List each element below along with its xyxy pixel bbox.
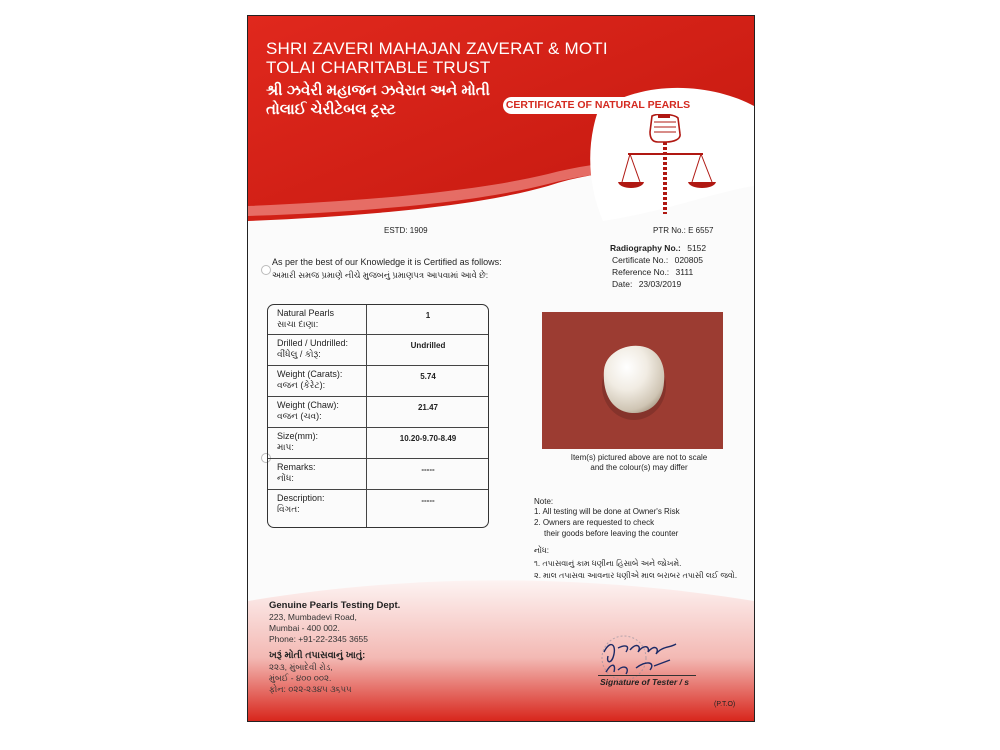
note-line-2: 2. Owners are requested to check (534, 518, 655, 527)
intro-statement-gujarati: અમારી સમજ પ્રમાણે નીચે મુજબનું પ્રમાણપત્ર આપવામાં આવે છે: (272, 270, 489, 280)
radiography-number: Radiography No.: 5152 (610, 243, 707, 253)
table-row (268, 396, 488, 428)
row-value: 1 (425, 311, 431, 320)
dept-name-gujarati: ખરૂં મોતી તપાસવાનું ખાતું: (269, 650, 366, 661)
row-label-gujarati: સાચા દાણા: (277, 319, 319, 329)
trust-name-line-1: SHRI ZAVERI MAHAJAN ZAVERAT & MOTI (266, 39, 608, 58)
row-value: 10.20-9.70-8.49 (399, 434, 457, 443)
certificate-title-banner: CERTIFICATE OF NATURAL PEARLS (503, 97, 693, 114)
punch-hole (261, 265, 271, 275)
certificate-date: Date: 23/03/2019 (612, 279, 682, 289)
note-title-gujarati: નોંધ: (534, 546, 549, 555)
dept-name: Genuine Pearls Testing Dept. (269, 600, 401, 611)
row-label-gujarati: માપ: (277, 442, 294, 452)
table-row (268, 489, 488, 527)
certificate-document (247, 15, 755, 722)
row-label: Weight (Chaw): (277, 400, 339, 410)
row-value: 5.74 (420, 372, 436, 381)
ptr-number: PTR No.: E 6557 (653, 226, 714, 235)
row-label: Size(mm): (277, 431, 318, 441)
note-line-3: their goods before leaving the counter (544, 529, 679, 538)
note-line-2-gujarati: ૨. માલ તપાસવા આવનાર ધણીએ માલ બરાબર તપાસી લઈ જવો. (534, 571, 738, 580)
photo-caption-line-1: Item(s) pictured above are not to scale (570, 453, 708, 462)
address-line-2: Mumbai - 400 002. (269, 623, 340, 633)
pearl-details-table (267, 304, 489, 528)
row-value: ----- (421, 465, 435, 474)
row-label-gujarati: વીંધેલુ / કોરૂ: (277, 349, 321, 359)
address-line-2-gujarati: મુંબઈ - ૪૦૦ ૦૦૨. (269, 673, 332, 683)
intro-statement: As per the best of our Knowledge it is Certified as follows: (272, 257, 502, 267)
reference-number: Reference No.: 3111 (612, 267, 694, 277)
row-label-gujarati: વજન (ચવ): (277, 411, 322, 421)
photo-caption-line-2: and the colour(s) may differ (590, 463, 688, 472)
trust-name-gujarati-line-2: તોલાઈ ચેરીટેબલ ટ્રસ્ટ (266, 101, 396, 118)
note-line-1-gujarati: ૧. તપાસવાનું કામ ધણીના હિસાબે અને જોખમે. (534, 559, 682, 568)
row-label-gujarati: વજન (કેરેટ): (277, 380, 326, 390)
pearl-photo (542, 312, 723, 449)
row-label: Weight (Carats): (277, 369, 343, 379)
phone-number: Phone: +91-22-2345 3655 (269, 634, 369, 644)
row-value: 21.47 (417, 403, 439, 412)
note-line-1: 1. All testing will be done at Owner's Risk (534, 507, 680, 516)
signature-line (598, 675, 696, 676)
table-row (268, 427, 488, 459)
row-label-gujarati: નોંધ: (277, 473, 294, 483)
row-label: Description: (277, 493, 325, 503)
row-value: ----- (421, 496, 435, 505)
address-line-1: 223, Mumbadevi Road, (269, 612, 357, 622)
pto-label: (P.T.O) (714, 701, 736, 708)
row-label: Natural Pearls (277, 308, 335, 318)
phone-number-gujarati: ફોન: ૦૨૨-૨૩૪૫ ૩૬૫૫ (269, 684, 352, 694)
trust-name-gujarati-line-1: શ્રી ઝવેરી મહાજન ઝવેરાત અને મોતી (266, 82, 490, 99)
row-label-gujarati: વિગત: (277, 504, 300, 514)
row-value: Undrilled (410, 341, 446, 350)
trust-name-line-2: TOLAI CHARITABLE TRUST (266, 58, 491, 77)
table-row (268, 365, 488, 397)
established-year: ESTD: 1909 (384, 226, 428, 235)
certificate-number: Certificate No.: 020805 (612, 255, 703, 265)
row-label: Drilled / Undrilled: (277, 338, 349, 348)
note-title: Note: (534, 497, 554, 506)
table-row (268, 458, 488, 490)
table-row (268, 334, 488, 366)
table-row (268, 305, 488, 334)
scales-of-justice-emblem-icon (618, 114, 718, 219)
address-line-1-gujarati: ૨૨૩, મુંબાદેવી રોડ, (269, 662, 333, 672)
signature-label: Signature of Tester / s (600, 677, 689, 687)
pearl-image (542, 312, 723, 449)
row-label: Remarks: (277, 462, 316, 472)
